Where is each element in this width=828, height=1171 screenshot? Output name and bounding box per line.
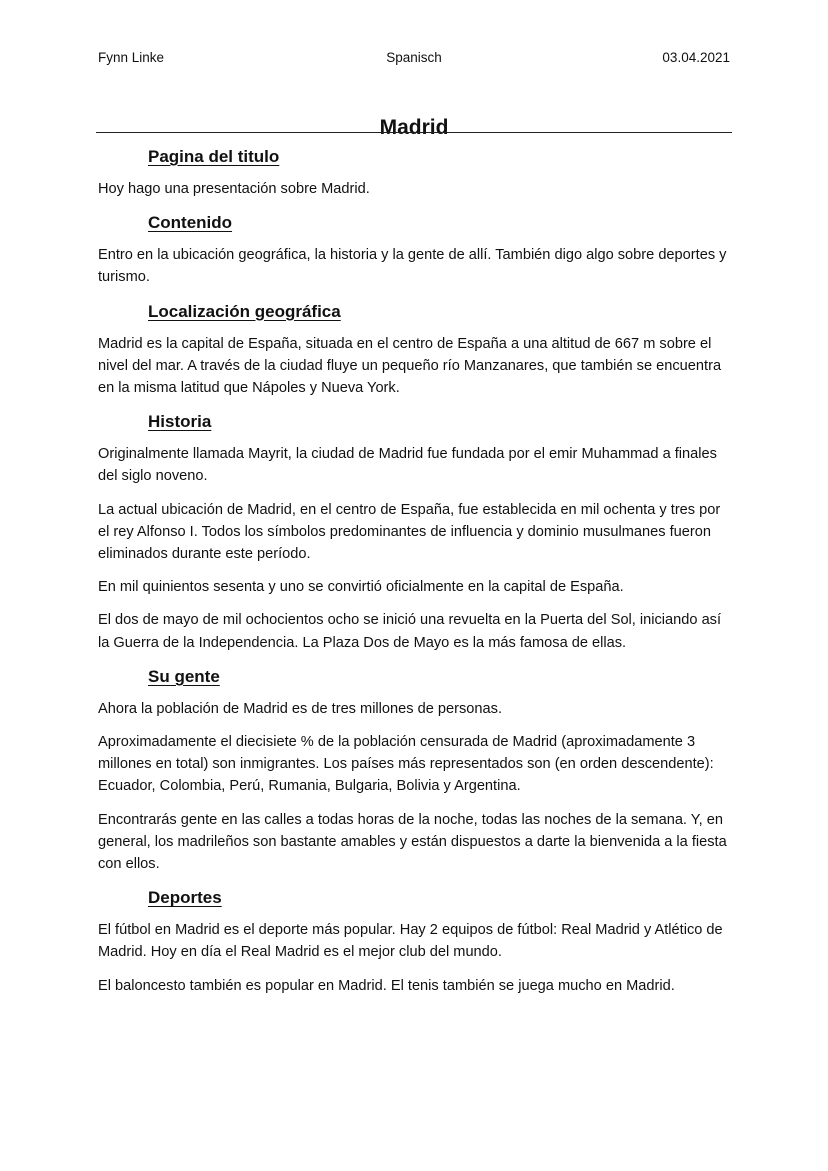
- section-heading: Su gente: [148, 666, 220, 686]
- header-date: 03.04.2021: [662, 50, 730, 65]
- section-heading: Historia: [148, 412, 212, 432]
- section-localizacion-geografica: [98, 300, 732, 400]
- section-pagina-del-titulo: [98, 145, 732, 200]
- paragraph: El baloncesto también es popular en Madrid. El tenis también se juega mucho en Madrid.: [98, 977, 675, 994]
- title-divider: [96, 132, 732, 133]
- section-heading: Localización geográfica: [148, 301, 341, 321]
- paragraph: Originalmente llamada Mayrit, la ciudad de Madrid fue fundada por el emir Muhammad a finales del siglo noveno.: [98, 446, 717, 485]
- section-heading: Pagina del titulo: [148, 147, 280, 166]
- section-historia: [98, 410, 732, 654]
- page-header: [98, 50, 730, 68]
- paragraph: El dos de mayo de mil ochocientos ocho se inició una revuelta en la Puerta del Sol, iniciando así la Guerra de la Independencia. La Plaza Dos de Mayo es la más famosa de ellas.: [98, 612, 722, 651]
- document-body: [98, 145, 732, 1008]
- paragraph: El fútbol en Madrid es el deporte más popular. Hay 2 equipos de fútbol: Real Madrid y Atlético de Madrid. Hoy en día el Real Madrid es el mejor club del mundo.: [98, 922, 723, 961]
- section-heading: Contenido: [148, 213, 233, 233]
- paragraph: En mil quinientos sesenta y uno se convirtió oficialmente en la capital de España.: [98, 579, 624, 596]
- paragraph: Madrid es la capital de España, situada en el centro de España a una altitud de 667 m sobre el nivel del mar. A través de la ciudad fluye un pequeño río Manzanares, que también se encuentra en la misma latitud que Nápoles y Nueva York.: [98, 335, 722, 397]
- paragraph: Entro en la ubicación geográfica, la historia y la gente de allí. También digo algo sobre deportes y turismo.: [98, 247, 727, 286]
- header-author: Fynn Linke: [98, 50, 165, 65]
- paragraph: Aproximadamente el diecisiete % de la población censurada de Madrid (aproximadamente 3 millones en total) son inmigrantes. Los países más representados son (en orden descendente): Ecuador, Colombia, Perú, Rumania, Bulgaria, Bolivia y Argentina.: [98, 734, 714, 795]
- header-subject: Spanisch: [386, 50, 442, 65]
- section-su-gente: [98, 665, 732, 875]
- section-deportes: [98, 886, 732, 997]
- section-contenido: [98, 211, 732, 288]
- paragraph: Hoy hago una presentación sobre Madrid.: [98, 181, 370, 197]
- paragraph: La actual ubicación de Madrid, en el centro de España, fue establecida en mil ochenta y tres por el rey Alfonso I. Todos los símbolos predominantes de influencia y dominio musulmanes fueron eliminados durante este período.: [98, 501, 721, 563]
- paragraph: Ahora la población de Madrid es de tres millones de personas.: [98, 700, 502, 717]
- section-heading: Deportes: [148, 888, 222, 908]
- paragraph: Encontrarás gente en las calles a todas horas de la noche, todas las noches de la semana. Y, en general, los madrileños son bastante amables y están dispuestos a darte la bienvenida a la fiesta con ellos.: [98, 811, 727, 873]
- document-title: Madrid: [379, 116, 449, 140]
